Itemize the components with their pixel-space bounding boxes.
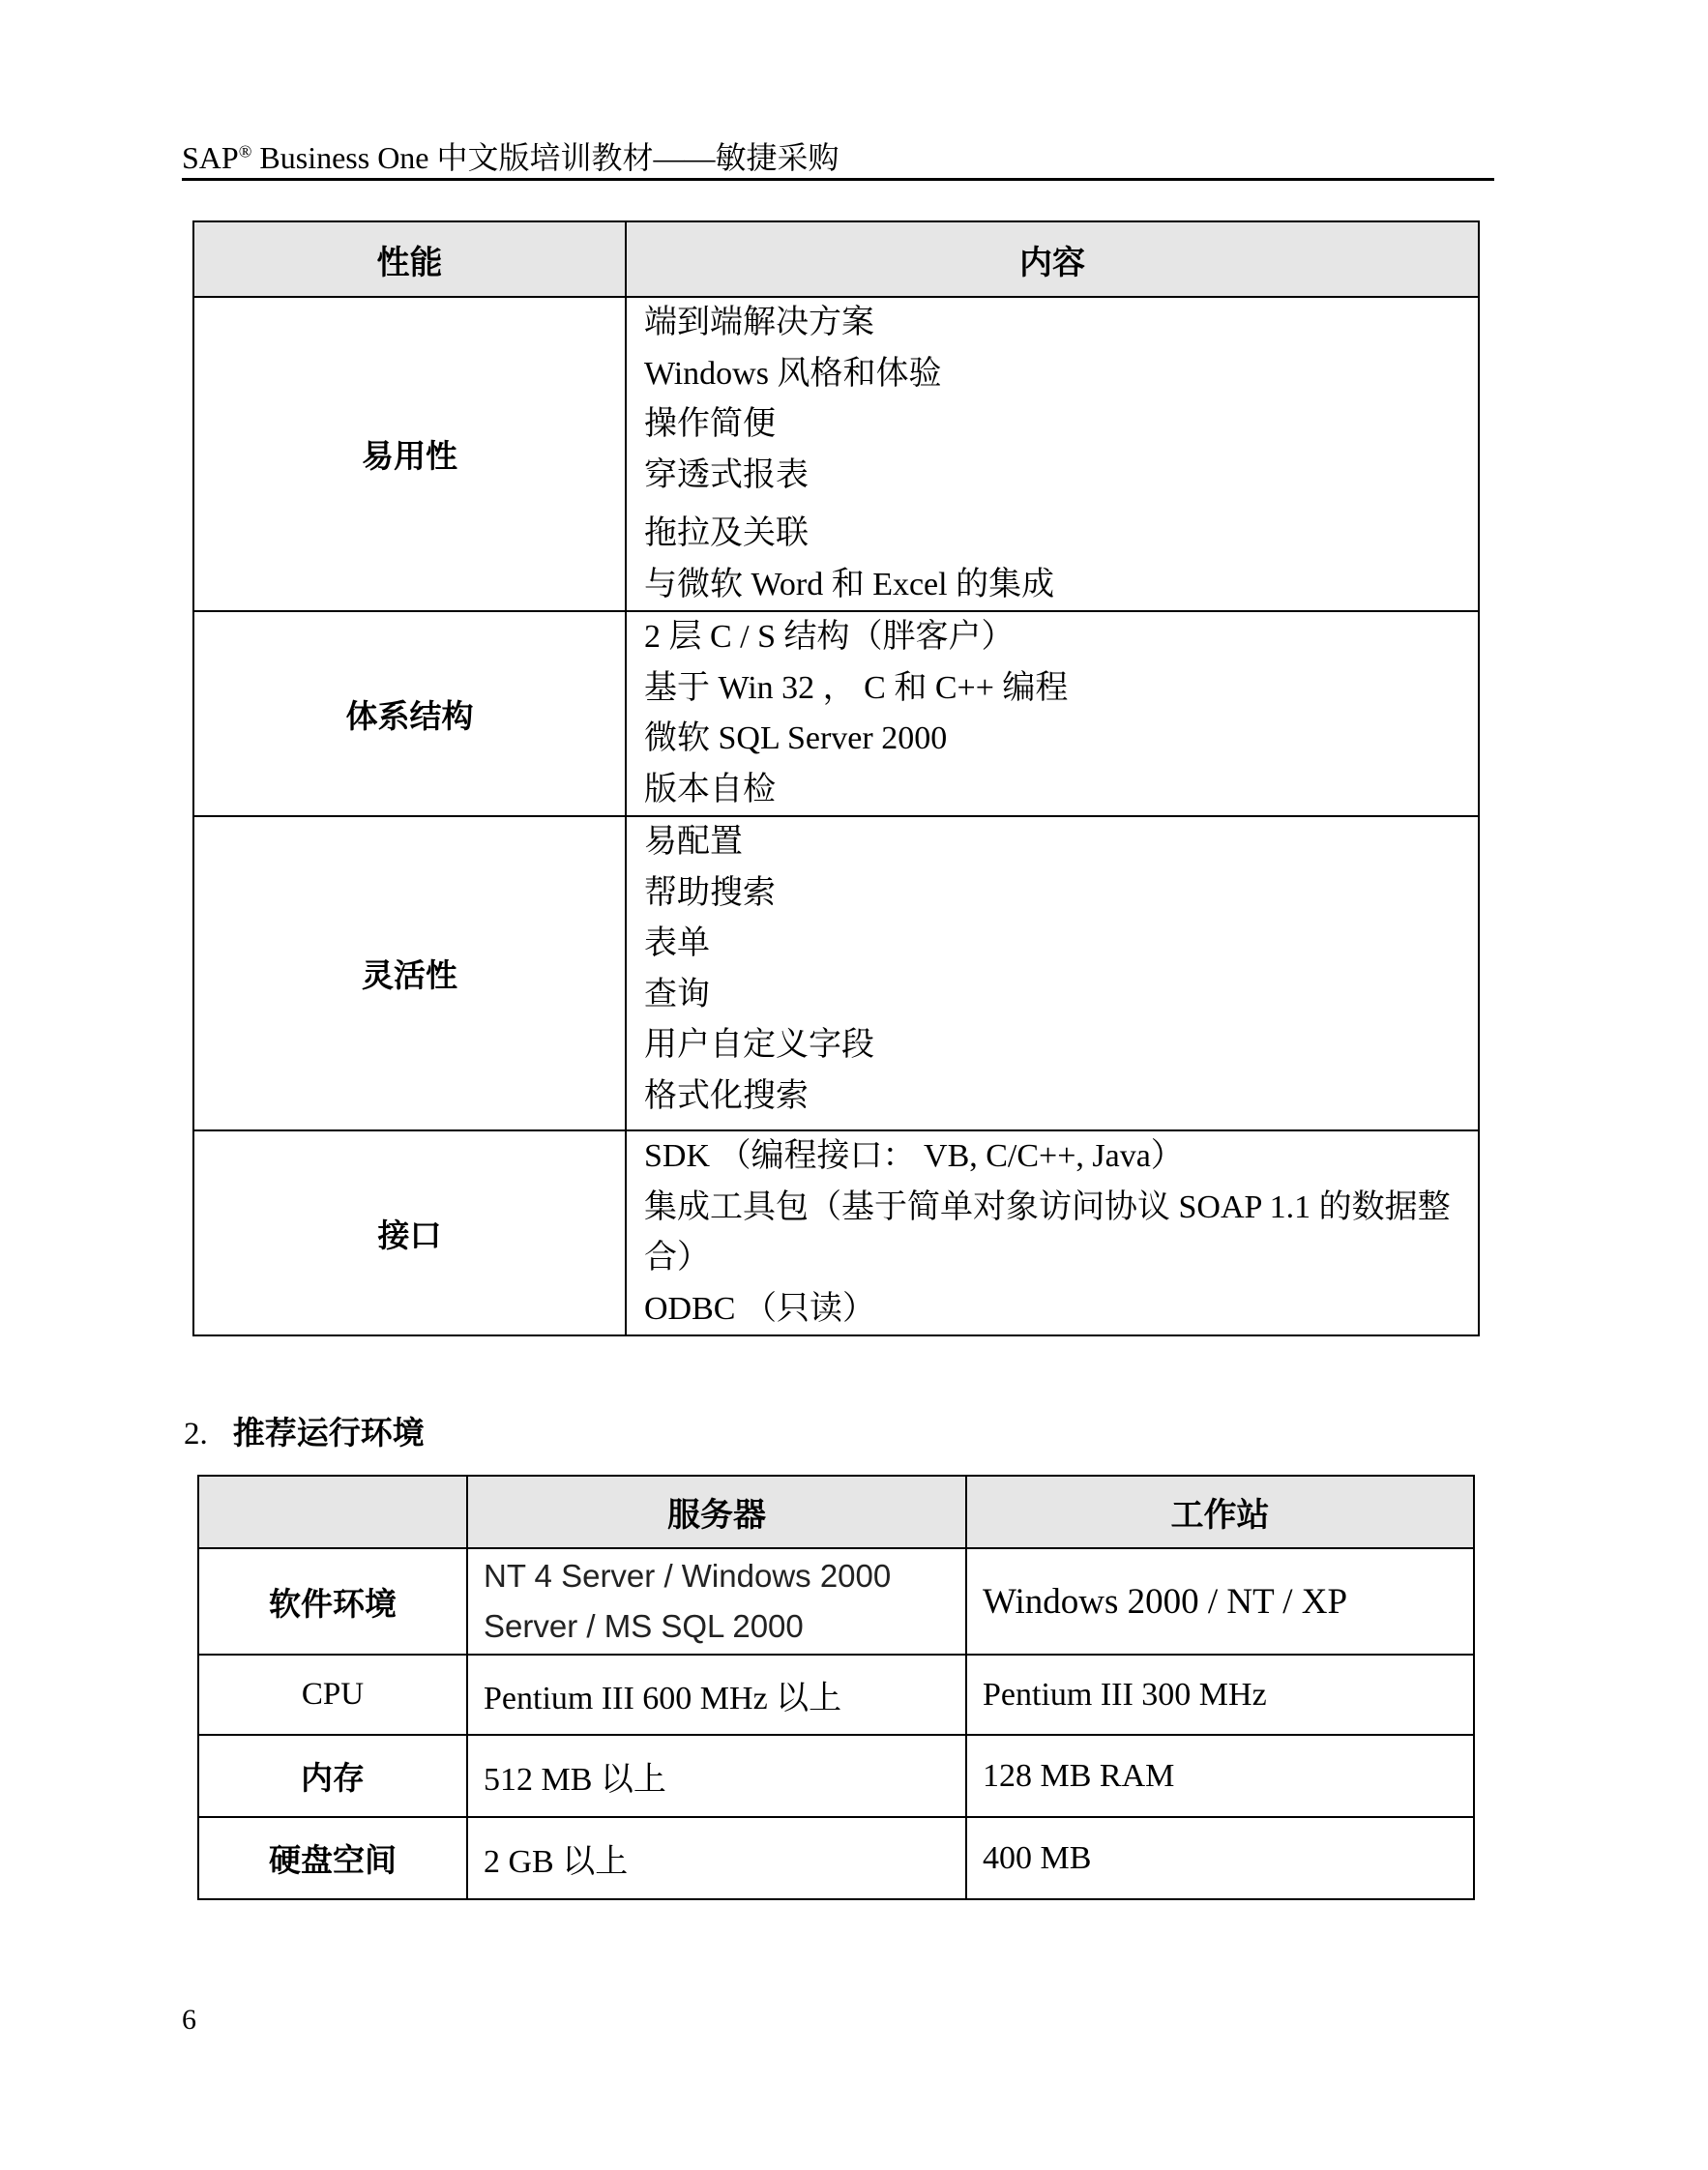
row-label: 软件环境 xyxy=(198,1548,467,1655)
feature-content xyxy=(626,611,1479,816)
feature-content xyxy=(626,297,1479,611)
table-header-row xyxy=(198,1476,1474,1548)
server-value: NT 4 Server / Windows 2000 Server / MS SQL 2000 xyxy=(467,1548,966,1655)
row-label: CPU xyxy=(198,1655,467,1735)
list-item: 集成工具包（基于简单对象访问协议 SOAP 1.1 的数据整合） xyxy=(644,1188,1451,1276)
list-item: 格式化搜索 xyxy=(644,1077,809,1114)
list-item: 操作简便 xyxy=(644,406,776,442)
workstation-value: 400 MB xyxy=(966,1817,1474,1899)
list-item: 帮助搜索 xyxy=(644,874,776,911)
list-item: Windows 风格和体验 xyxy=(644,355,942,392)
list-item: 与微软 Word 和 Excel 的集成 xyxy=(644,566,1055,602)
table-row xyxy=(198,1817,1474,1899)
server-value: 2 GB 以上 xyxy=(467,1817,966,1899)
page-number: 6 xyxy=(182,2004,196,2036)
list-item: 表单 xyxy=(644,925,710,961)
section-heading xyxy=(184,1408,425,1453)
section-title: 推荐运行环境 xyxy=(232,1414,425,1452)
list-item: ODBC （只读） xyxy=(644,1290,875,1327)
header-title: Business One 中文版培训教材——敏捷采购 xyxy=(251,140,839,175)
table-row xyxy=(198,1735,1474,1817)
feature-content xyxy=(626,1130,1479,1335)
registered-mark: ® xyxy=(238,141,252,161)
list-item: SDK （编程接口： VB, C/C++, Java） xyxy=(644,1138,1184,1174)
column-header-feature: 性能 xyxy=(193,221,626,297)
server-value: 512 MB 以上 xyxy=(467,1735,966,1817)
workstation-value: Windows 2000 / NT / XP xyxy=(966,1548,1474,1655)
table-row xyxy=(193,1130,1479,1335)
feature-content xyxy=(626,816,1479,1130)
list-item: 穿透式报表 xyxy=(644,456,809,493)
column-header-server: 服务器 xyxy=(467,1476,966,1548)
table-row xyxy=(193,816,1479,1130)
workstation-value: 128 MB RAM xyxy=(966,1735,1474,1817)
list-item: 用户自定义字段 xyxy=(644,1027,874,1063)
list-item: 端到端解决方案 xyxy=(644,305,874,340)
column-header-blank xyxy=(198,1476,467,1548)
feature-label: 易用性 xyxy=(193,297,626,611)
list-item: 查询 xyxy=(644,976,710,1012)
column-header-content: 内容 xyxy=(626,221,1479,297)
environment-table xyxy=(197,1475,1475,1900)
server-value: Pentium III 600 MHz 以上 xyxy=(467,1655,966,1735)
feature-label: 灵活性 xyxy=(193,816,626,1130)
list-item: 易配置 xyxy=(644,824,743,860)
list-item: 微软 SQL Server 2000 xyxy=(644,720,948,756)
row-label: 硬盘空间 xyxy=(198,1817,467,1899)
feature-label: 体系结构 xyxy=(193,611,626,816)
table-row xyxy=(198,1655,1474,1735)
table-header-row xyxy=(193,221,1479,297)
list-item: 拖拉及关联 xyxy=(644,515,809,551)
feature-label: 接口 xyxy=(193,1130,626,1335)
table-row xyxy=(193,297,1479,611)
table-row xyxy=(193,611,1479,816)
list-item: 2 层 C / S 结构（胖客户） xyxy=(644,619,1015,655)
header-rule xyxy=(182,178,1494,181)
workstation-value: Pentium III 300 MHz xyxy=(966,1655,1474,1735)
running-header xyxy=(182,133,839,178)
list-item: 版本自检 xyxy=(644,771,776,807)
column-header-workstation: 工作站 xyxy=(966,1476,1474,1548)
section-number: 2. xyxy=(184,1417,208,1452)
list-item: 基于 Win 32 ， C 和 C++ 编程 xyxy=(644,669,1069,706)
table-row xyxy=(198,1548,1474,1655)
row-label: 内存 xyxy=(198,1735,467,1817)
header-title-prefix: SAP xyxy=(182,140,239,175)
features-table xyxy=(192,220,1480,1336)
